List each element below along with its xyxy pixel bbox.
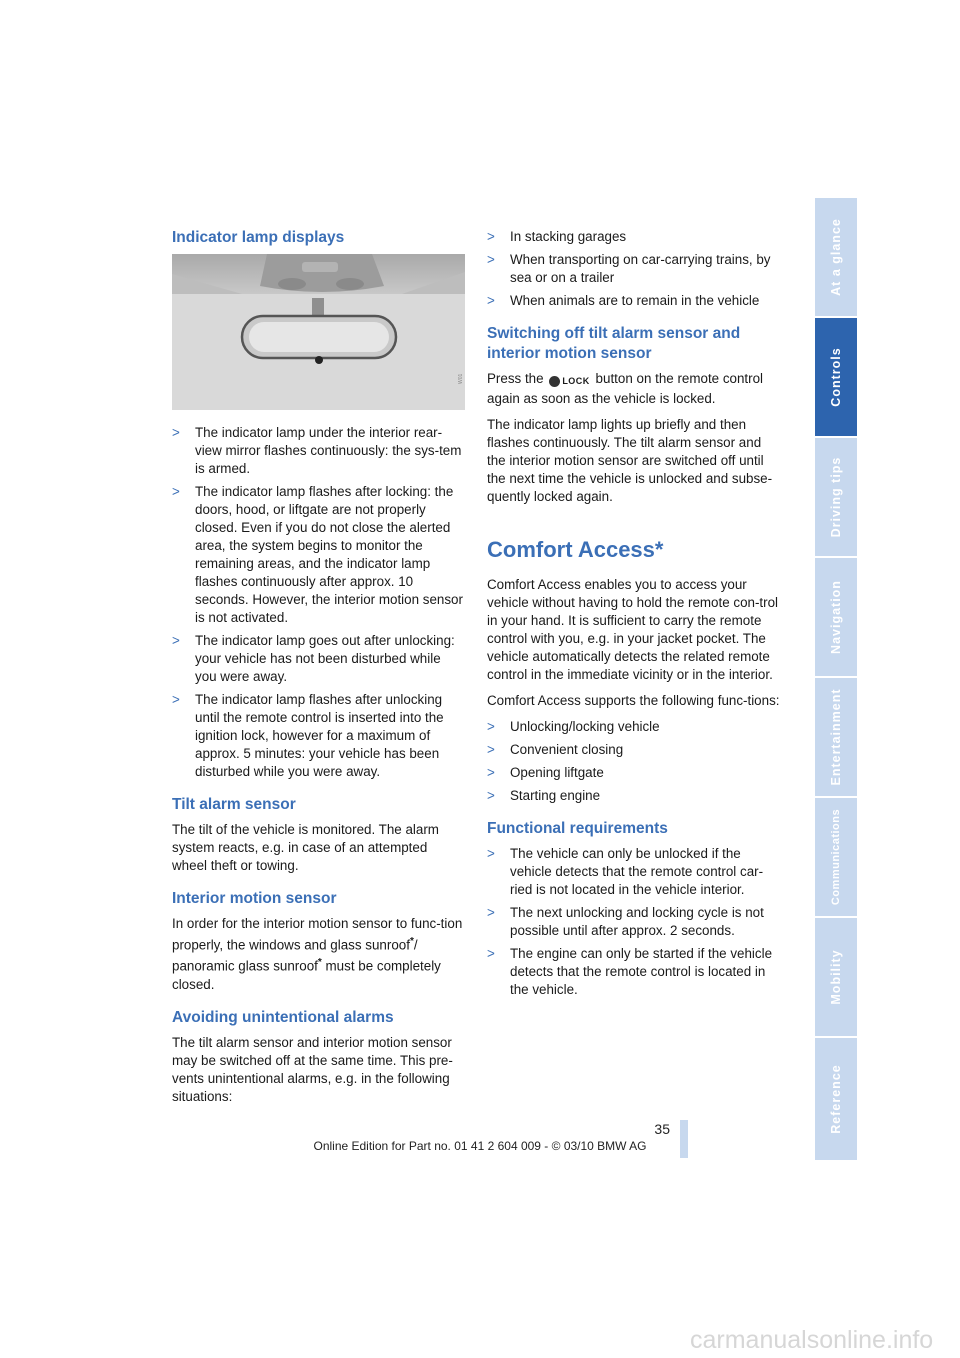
paragraph-indicator-briefly: The indicator lamp lights up briefly and then flashes continuously. The tilt alarm sensor and the interior motion sensor are switched off until the next time the vehicle is unlocked and subse-quently locked again.: [487, 417, 773, 505]
bullet-marker: >: [487, 742, 495, 758]
list-item: > The vehicle can only be unlocked if the vehicle detects that the remote control car-ried is not located in the vehicle interior.: [487, 846, 764, 898]
tab-navigation[interactable]: Navigation: [815, 558, 857, 678]
heading-comfort-access: Comfort Access*: [487, 537, 664, 563]
tab-entertainment[interactable]: Entertainment: [815, 678, 857, 798]
heading-functional-requirements: Functional requirements: [487, 820, 668, 838]
tab-driving-tips[interactable]: Driving tips: [815, 438, 857, 558]
list-item: > The indicator lamp flashes after unlocking until the remote control is inserted into the ignition lock, however for a maximum of approx. 5 minutes: your vehicle has been disturbed while you were away.: [172, 692, 444, 779]
bullet-marker: >: [487, 946, 495, 962]
situations-list: [487, 228, 782, 310]
figure-code: W01: [458, 373, 464, 384]
list-item: > The next unlocking and locking cycle is not possible until after approx. 2 seconds.: [487, 905, 764, 939]
heading-indicator-lamp-displays: Indicator lamp displays: [172, 229, 345, 246]
list-item: > Convenient closing: [487, 742, 624, 758]
heading-interior-motion-sensor: Interior motion sensor: [172, 890, 337, 907]
list-item: > When animals are to remain in the vehicle: [487, 293, 760, 308]
list-item: > In stacking garages: [487, 229, 627, 244]
indicator-list: [172, 424, 465, 781]
heading-avoiding-alarms: Avoiding unintentional alarms: [172, 1008, 394, 1026]
bullet-marker: >: [487, 846, 495, 862]
functions-list: [487, 718, 782, 805]
bullet-marker: >: [172, 484, 180, 499]
paragraph-motion: In order for the interior motion sensor to func-tion properly, the windows and glass sunroof*/ panoramic glass sunroof* must be completely closed.: [172, 916, 463, 992]
paragraph-tilt: The tilt of the vehicle is monitored. The alarm system reacts, e.g. in case of an attempted wheel theft or towing.: [172, 822, 439, 873]
paragraph-comfort-intro: Comfort Access enables you to access your vehicle without having to hold the remote con-trol in your hand. It is sufficient to carry the remote control with you, e.g. in your jacket pocket. The vehicle automatically detects the related remote control in the immediate vicinity or in the interior.: [487, 577, 779, 683]
paragraph-comfort-functions: Comfort Access supports the following func-tions:: [487, 693, 780, 709]
bullet-marker: >: [487, 719, 495, 735]
tab-reference[interactable]: Reference: [815, 1038, 857, 1162]
list-item: > The indicator lamp under the interior rear-view mirror flashes continuously: the sys-tem is armed.: [172, 425, 462, 476]
bullet-marker: >: [487, 252, 495, 267]
tab-controls[interactable]: Controls: [815, 318, 857, 438]
footer-edition: Online Edition for Part no. 01 41 2 604 009 - © 03/10 BMW AG: [313, 1139, 647, 1153]
list-item: > The indicator lamp goes out after unlocking: your vehicle has not been disturbed while you were away.: [172, 633, 455, 684]
bullet-marker: >: [487, 905, 495, 921]
paragraph-avoid: The tilt alarm sensor and interior motion sensor may be switched off at the same time. This pre-vents unintentional alarms, e.g. in the following situations:: [172, 1034, 453, 1104]
tab-at-a-glance[interactable]: At a glance: [815, 198, 857, 318]
list-item: > Opening liftgate: [487, 765, 604, 781]
heading-tilt-alarm-sensor: Tilt alarm sensor: [172, 796, 296, 813]
list-item: > Starting engine: [487, 788, 601, 804]
right-column: [487, 228, 782, 1007]
bullet-marker: >: [487, 293, 495, 308]
heading-switching-off: Switching off tilt alarm sensor and interior motion sensor: [487, 325, 741, 362]
bullet-marker: >: [487, 229, 495, 244]
tab-communications[interactable]: Communications: [815, 798, 857, 918]
list-item: > The indicator lamp flashes after locking: the doors, hood, or liftgate are not properly closed. Even if you do not close the alerted area, the system begins to monitor the remaining areas, and the indicator lamp flashes continuously after approx. 10 seconds. However, the interior motion sensor is not activated.: [172, 484, 463, 625]
tab-mobility[interactable]: Mobility: [815, 918, 857, 1038]
lock-button-icon: LOCK: [549, 372, 590, 390]
bullet-marker: >: [172, 692, 180, 707]
requirements-list: [487, 845, 782, 999]
list-item: > The engine can only be started if the vehicle detects that the remote control is located in the vehicle.: [487, 946, 773, 998]
bullet-marker: >: [487, 765, 495, 781]
left-column: [172, 228, 465, 1114]
list-item: > When transporting on car-carrying trains, by sea or on a trailer: [487, 252, 771, 285]
watermark: carmanualsonline.info: [690, 1326, 934, 1354]
page-number: 35: [654, 1121, 670, 1137]
paragraph-press-lock: Press the LOCK button on the remote control again as soon as the vehicle is locked.: [487, 371, 764, 407]
rearview-mirror-figure: [172, 254, 465, 410]
list-item: > Unlocking/locking vehicle: [487, 719, 660, 735]
bullet-marker: >: [172, 633, 180, 648]
bullet-marker: >: [172, 425, 180, 440]
bullet-marker: >: [487, 788, 495, 804]
section-tabs: [815, 198, 857, 1160]
